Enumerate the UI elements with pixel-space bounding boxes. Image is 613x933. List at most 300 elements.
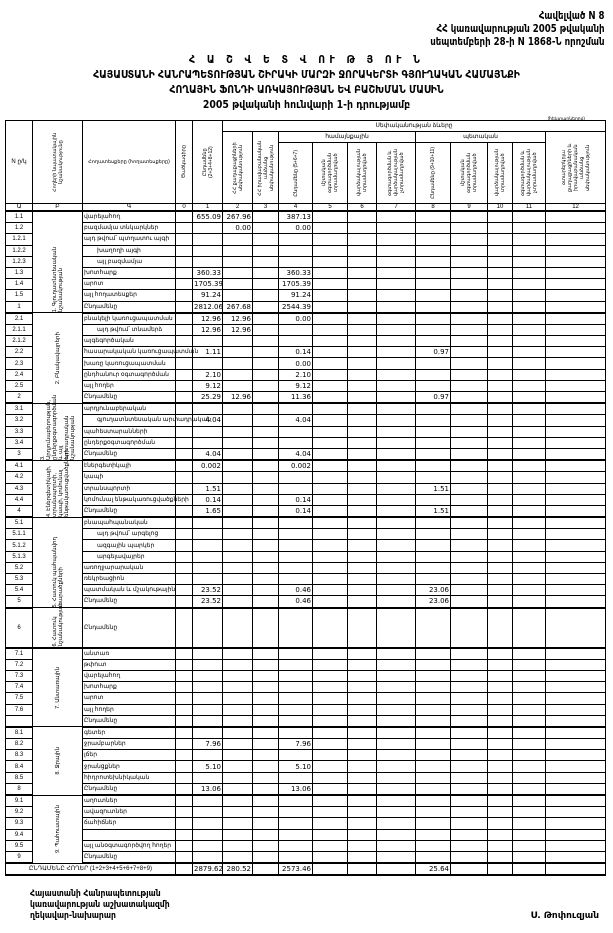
value-cell-c12 [546,807,606,818]
value-cell-c9 [451,750,488,761]
value-cell-c3 [253,529,279,540]
value-cell-c4 [279,670,313,681]
value-cell-c6 [348,840,377,851]
value-cell-c10 [488,585,513,596]
value-cell-c10 [488,596,513,608]
value-cell-c11 [513,750,546,761]
value-cell-c12 [546,840,606,851]
row-number: 7.3 [6,670,33,681]
value-cell-c3 [253,392,279,404]
land-type-name: ավազուտներ [83,807,176,818]
value-cell-c2 [223,415,253,426]
value-cell-c4 [279,574,313,585]
value-cell-c9 [451,772,488,783]
value-cell-c3 [253,483,279,494]
value-cell-c0 [176,380,193,391]
column-index: 11 [513,204,546,212]
row-number: 5.4 [6,585,33,596]
table-row [6,223,606,234]
value-cell-c4 [279,245,313,256]
value-cell-c8 [416,415,451,426]
header-community: համայնքային [279,132,416,143]
value-cell-c8 [416,517,451,529]
value-cell-c9 [451,460,488,472]
grand-total-c8: 25.64 [416,863,451,875]
column-index: Գ [83,204,176,212]
value-cell-c6 [348,223,377,234]
value-cell-c1 [193,704,223,715]
value-cell-c7 [377,245,416,256]
value-cell-c0 [176,795,193,807]
land-type-name: Ընդամենը [83,448,176,460]
header-c7: օգտագործման և վարձակալության չտրամադրված [377,143,416,204]
value-cell-c2 [223,517,253,529]
value-cell-c8 [416,818,451,829]
value-cell-c7 [377,761,416,772]
value-cell-c5 [313,829,348,840]
value-cell-c1 [193,529,223,540]
value-cell-c5 [313,648,348,660]
land-type-name: ճահիճներ [83,818,176,829]
value-cell-c1: 2.10 [193,369,223,380]
header-ownership: Սեփականության ձևերը [223,121,606,132]
value-cell-c0 [176,851,193,863]
value-cell-c7 [377,223,416,234]
value-cell-c9 [451,551,488,562]
value-cell-c1 [193,829,223,840]
value-cell-c0 [176,279,193,290]
value-cell-c3 [253,574,279,585]
row-number: 3.4 [6,437,33,448]
row-number: 9.3 [6,818,33,829]
value-cell-c4: 5.10 [279,761,313,772]
value-cell-c10 [488,448,513,460]
value-cell-c12 [546,670,606,681]
table-row [6,783,606,795]
value-cell-c9 [451,301,488,313]
group-label: 8. Ջրային [33,727,83,795]
value-cell-c7 [377,772,416,783]
value-cell-c9 [451,807,488,818]
value-cell-c11 [513,279,546,290]
value-cell-c8: 23.06 [416,596,451,608]
value-cell-c9 [451,290,488,301]
value-cell-c11 [513,795,546,807]
value-cell-c10 [488,648,513,660]
value-cell-c10 [488,795,513,807]
signature-line: ղեկավար-նախարար [30,911,116,921]
value-cell-c0 [176,693,193,704]
value-cell-c12 [546,783,606,795]
value-cell-c10 [488,301,513,313]
value-cell-c10 [488,517,513,529]
value-cell-c6 [348,807,377,818]
value-cell-c11 [513,392,546,404]
value-cell-c11 [513,585,546,596]
table-row [6,483,606,494]
value-cell-c5 [313,245,348,256]
land-type-name: պատմական և մշակութային [83,585,176,596]
value-cell-c2 [223,585,253,596]
row-number: 5 [6,596,33,608]
value-cell-c0 [176,336,193,347]
table-row [6,761,606,772]
value-cell-c2 [223,483,253,494]
value-cell-c3 [253,290,279,301]
value-cell-c10 [488,223,513,234]
value-cell-c6 [348,574,377,585]
value-cell-c10 [488,313,513,325]
value-cell-c9 [451,483,488,494]
value-cell-c8 [416,380,451,391]
value-cell-c7 [377,818,416,829]
value-cell-c2 [223,369,253,380]
table-row [6,336,606,347]
value-cell-c1 [193,807,223,818]
group-label: 7. Անտառային [33,648,83,727]
value-cell-c5 [313,540,348,551]
group-label: 4. Էներգետիկայի, տրանսպորտի, կապի, կոմունալ ենթակառուցվածքների [33,460,83,517]
value-cell-c7 [377,648,416,660]
value-cell-c11 [513,540,546,551]
value-cell-c2: 267.68 [223,301,253,313]
table-row [6,472,606,483]
value-cell-c12 [546,256,606,267]
value-cell-c0 [176,772,193,783]
value-cell-c7 [377,483,416,494]
value-cell-c4: 91.24 [279,290,313,301]
value-cell-c3 [253,693,279,704]
value-cell-c6 [348,715,377,727]
value-cell-c9 [451,704,488,715]
row-number: 2.2 [6,347,33,358]
value-cell-c3 [253,403,279,415]
value-cell-c12 [546,529,606,540]
value-cell-c0 [176,392,193,404]
value-cell-c7 [377,807,416,818]
value-cell-c2 [223,380,253,391]
value-cell-c4 [279,551,313,562]
row-number: 7.6 [6,704,33,715]
value-cell-c4 [279,715,313,727]
value-cell-c9 [451,682,488,693]
value-cell-c7 [377,472,416,483]
value-cell-c8 [416,494,451,505]
value-cell-c0 [176,223,193,234]
value-cell-c6 [348,267,377,278]
value-cell-c10 [488,608,513,648]
value-cell-c3 [253,223,279,234]
grand-total-c9 [451,863,488,875]
value-cell-c4 [279,234,313,245]
row-number: 9 [6,851,33,863]
column-index: Բ [33,204,83,212]
value-cell-c3 [253,551,279,562]
value-cell-c9 [451,415,488,426]
table-row [6,517,606,529]
value-cell-c7 [377,505,416,517]
value-cell-c3 [253,426,279,437]
value-cell-c10 [488,460,513,472]
value-cell-c0 [176,369,193,380]
value-cell-c5 [313,659,348,670]
value-cell-c1 [193,551,223,562]
annex-line: ՀՀ կառավարության 2005 թվականի [437,23,605,35]
value-cell-c8 [416,426,451,437]
header-c9: մշտական օգտագործման տրամադրված [451,143,488,204]
value-cell-c3 [253,472,279,483]
value-cell-c12 [546,704,606,715]
value-cell-c2 [223,783,253,795]
value-cell-c11 [513,529,546,540]
value-cell-c8: 23.06 [416,585,451,596]
row-number: 1.2.2 [6,245,33,256]
row-number: 1.3 [6,267,33,278]
table-row [6,313,606,325]
value-cell-c9 [451,540,488,551]
value-cell-c2 [223,772,253,783]
value-cell-c0 [176,437,193,448]
value-cell-c5 [313,585,348,596]
value-cell-c5 [313,670,348,681]
value-cell-c1 [193,648,223,660]
value-cell-c9 [451,761,488,772]
value-cell-c5 [313,608,348,648]
table-row [6,369,606,380]
value-cell-c7 [377,437,416,448]
land-type-name: բնապահպանական [83,517,176,529]
land-type-name: արոտ [83,693,176,704]
grand-total-c6 [348,863,377,875]
value-cell-c5 [313,347,348,358]
title-line: ՀՈՂԱՅԻՆ ՖՈՆԴԻ ԱՌԿԱՅՈՒԹՅԱՆ ԵՎ ԲԱՇԽՄԱՆ ՄԱՍԻՆ [169,83,444,96]
table-row [6,415,606,426]
value-cell-c12 [546,505,606,517]
value-cell-c8 [416,829,451,840]
value-cell-c11 [513,336,546,347]
value-cell-c4 [279,540,313,551]
value-cell-c3 [253,795,279,807]
value-cell-c5 [313,279,348,290]
value-cell-c6 [348,301,377,313]
value-cell-c7 [377,608,416,648]
value-cell-c1 [193,715,223,727]
value-cell-c11 [513,739,546,750]
row-number: 3 [6,448,33,460]
land-type-name: արդյունաբերական [83,403,176,415]
value-cell-c8 [416,472,451,483]
value-cell-c7 [377,840,416,851]
value-cell-c1 [193,437,223,448]
value-cell-c0 [176,301,193,313]
value-cell-c5 [313,596,348,608]
row-number: 8.3 [6,750,33,761]
value-cell-c5 [313,840,348,851]
land-type-name: վարելահող [83,211,176,223]
header-name: Հողատեսքերը (հողատեսքերը) [83,121,176,204]
row-number: 7.2 [6,659,33,670]
value-cell-c0 [176,574,193,585]
table-row [6,648,606,660]
column-index: 8 [416,204,451,212]
value-cell-c7 [377,494,416,505]
value-cell-c9 [451,211,488,223]
value-cell-c1: 23.52 [193,585,223,596]
value-cell-c12 [546,426,606,437]
value-cell-c1: 13.06 [193,783,223,795]
table-row [6,403,606,415]
value-cell-c2 [223,279,253,290]
value-cell-c3 [253,829,279,840]
value-cell-c12 [546,211,606,223]
value-cell-c10 [488,574,513,585]
value-cell-c1 [193,693,223,704]
value-cell-c4: 1705.39 [279,279,313,290]
land-fund-table [5,120,606,876]
value-cell-c2 [223,358,253,369]
value-cell-c3 [253,739,279,750]
value-cell-c12 [546,392,606,404]
value-cell-c12 [546,369,606,380]
value-cell-c11 [513,369,546,380]
value-cell-c6 [348,505,377,517]
value-cell-c7 [377,540,416,551]
value-cell-c0 [176,750,193,761]
table-row [6,739,606,750]
value-cell-c6 [348,392,377,404]
value-cell-c8 [416,234,451,245]
value-cell-c4 [279,437,313,448]
value-cell-c5 [313,403,348,415]
value-cell-c10 [488,267,513,278]
row-number: 6 [6,608,33,648]
value-cell-c3 [253,727,279,739]
value-cell-c11 [513,472,546,483]
value-cell-c5 [313,313,348,325]
value-cell-c4 [279,772,313,783]
value-cell-c10 [488,494,513,505]
land-type-name: Ընդամենը [83,505,176,517]
value-cell-c12 [546,715,606,727]
column-index: 6 [348,204,377,212]
header-c2: ՀՀ քաղաքացիների սեփականություն [223,132,253,204]
table-row [6,211,606,223]
value-cell-c4 [279,795,313,807]
value-cell-c11 [513,267,546,278]
value-cell-c4 [279,818,313,829]
land-type-name: Ընդամենը [83,596,176,608]
value-cell-c5 [313,818,348,829]
value-cell-c12 [546,693,606,704]
value-cell-c12 [546,659,606,670]
table-row [6,347,606,358]
row-number: 1.2.3 [6,256,33,267]
value-cell-c9 [451,313,488,325]
land-type-name: բնակելի կառուցապատման [83,313,176,325]
land-type-name: Ընդամենը [83,301,176,313]
value-cell-c12 [546,727,606,739]
value-cell-c9 [451,574,488,585]
value-cell-c3 [253,840,279,851]
column-index: 12 [546,204,606,212]
value-cell-c6 [348,245,377,256]
value-cell-c6 [348,211,377,223]
value-cell-c2 [223,818,253,829]
value-cell-c4: 360.33 [279,267,313,278]
value-cell-c8 [416,358,451,369]
value-cell-c6 [348,648,377,660]
value-cell-c4 [279,693,313,704]
row-number: 7.1 [6,648,33,660]
value-cell-c2 [223,807,253,818]
value-cell-c8 [416,290,451,301]
value-cell-c4 [279,529,313,540]
value-cell-c3 [253,256,279,267]
value-cell-c12 [546,403,606,415]
value-cell-c2 [223,851,253,863]
value-cell-c9 [451,596,488,608]
value-cell-c9 [451,562,488,573]
value-cell-c12 [546,347,606,358]
value-cell-c1: 655.09 [193,211,223,223]
value-cell-c0 [176,608,193,648]
value-cell-c9 [451,324,488,335]
value-cell-c5 [313,761,348,772]
value-cell-c5 [313,851,348,863]
value-cell-c1: 12.96 [193,313,223,325]
value-cell-c7 [377,290,416,301]
grand-total-c0 [176,863,193,875]
value-cell-c8 [416,795,451,807]
value-cell-c10 [488,392,513,404]
land-type-name: արոտ [83,279,176,290]
value-cell-c2 [223,608,253,648]
value-cell-c2 [223,693,253,704]
land-type-name: այլ անօգտագործվող հողեր [83,840,176,851]
table-row [6,596,606,608]
table-row [6,704,606,715]
table-row [6,267,606,278]
value-cell-c4: 0.14 [279,347,313,358]
value-cell-c0 [176,256,193,267]
value-cell-c7 [377,551,416,562]
row-number: 9.1 [6,795,33,807]
value-cell-c3 [253,540,279,551]
row-number: 3.2 [6,415,33,426]
value-cell-c1: 0.14 [193,494,223,505]
value-cell-c1: 1.65 [193,505,223,517]
column-index: 1 [193,204,223,212]
value-cell-c11 [513,234,546,245]
row-number: 9.2 [6,807,33,818]
value-cell-c7 [377,380,416,391]
value-cell-c5 [313,460,348,472]
value-cell-c9 [451,267,488,278]
value-cell-c2 [223,682,253,693]
value-cell-c11 [513,290,546,301]
value-cell-c6 [348,279,377,290]
value-cell-c4: 0.002 [279,460,313,472]
table-row [6,750,606,761]
grand-total-label: ԸՆԴԱՄԵՆԸ ՀՈՂԵՐ (1+2+3+4+5+6+7+8+9) [6,863,176,875]
value-cell-c0 [176,761,193,772]
value-cell-c6 [348,234,377,245]
value-cell-c11 [513,608,546,648]
value-cell-c12 [546,415,606,426]
value-cell-c11 [513,648,546,660]
value-cell-c7 [377,369,416,380]
value-cell-c10 [488,540,513,551]
